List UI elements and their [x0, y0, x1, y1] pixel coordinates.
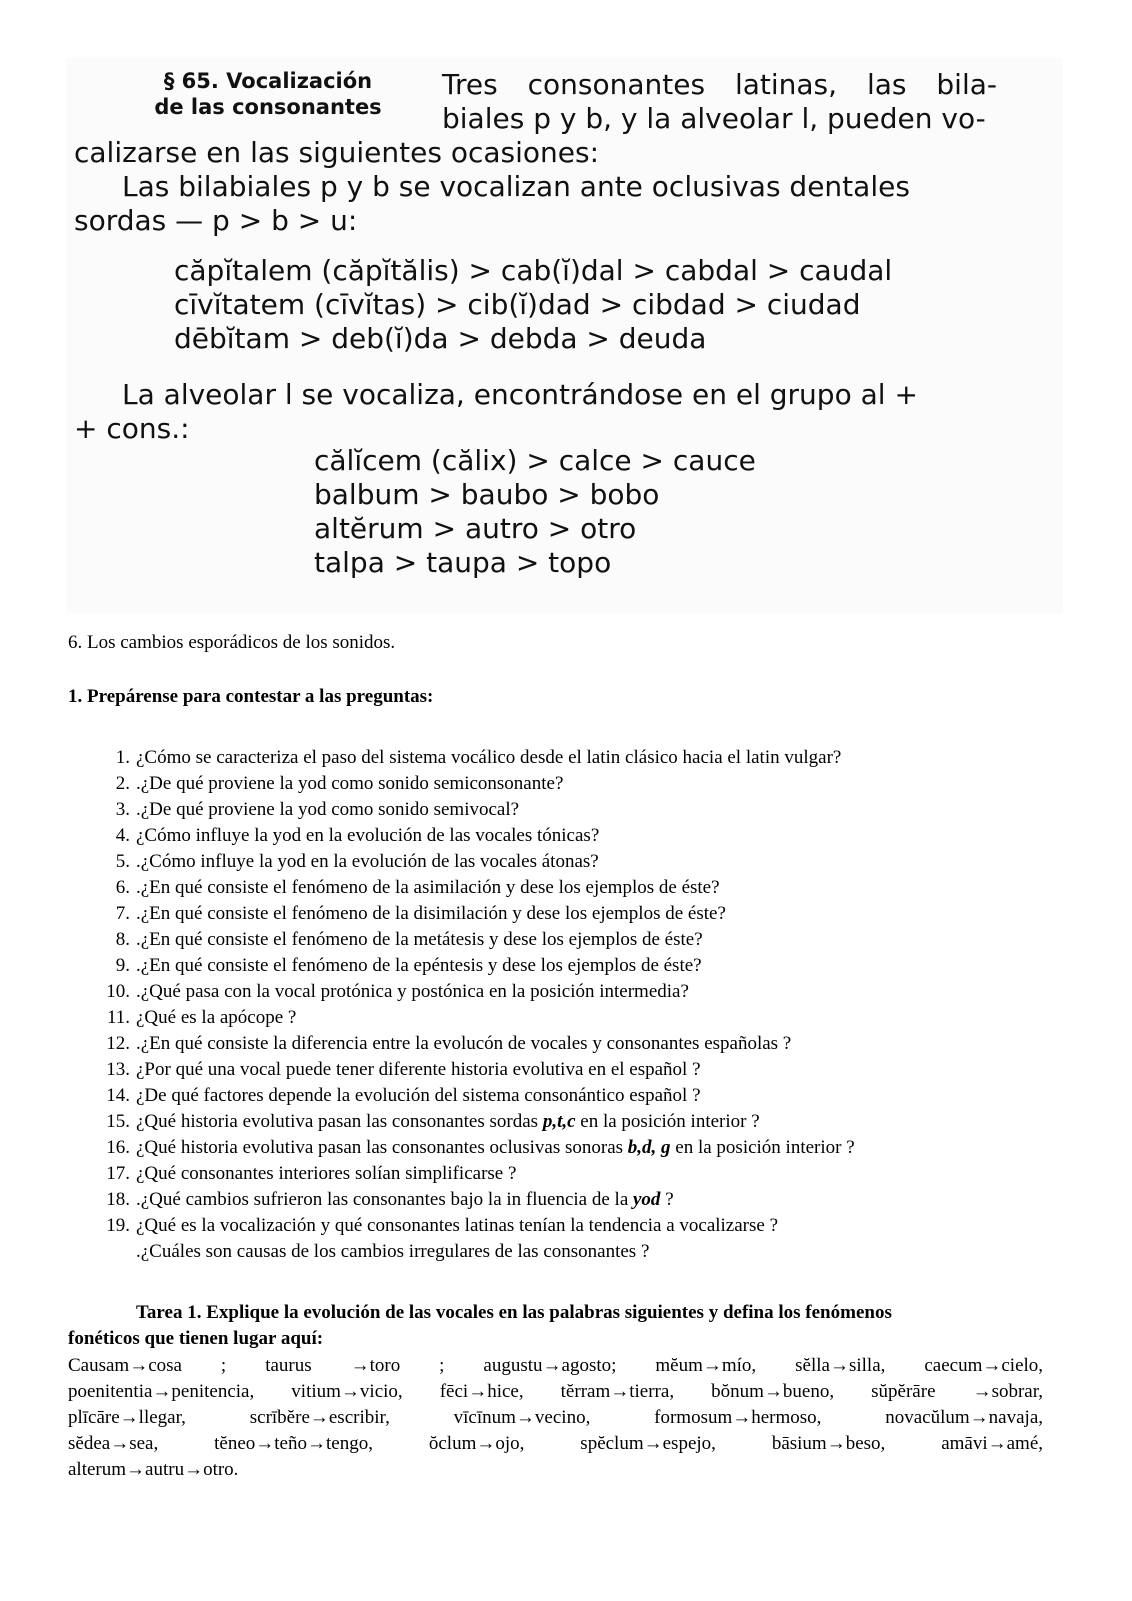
- example-word: augustu→agosto;: [483, 1355, 617, 1376]
- example-word: Causam→cosa ;: [68, 1355, 227, 1376]
- scanned-excerpt: [66, 58, 1063, 613]
- example-word: poenitentia→penitencia,: [68, 1381, 255, 1402]
- example-6: altĕrum > autro > otro: [314, 512, 637, 545]
- example-1: căpĭtalem (căpĭtălis) > cab(ĭ)dal > cabdal > caudal: [174, 254, 893, 287]
- example-word: sĕlla→silla,: [795, 1355, 886, 1376]
- example-word: amāvi→amé,: [941, 1433, 1044, 1454]
- section-title-line-1: § 65. Vocalización: [163, 69, 373, 93]
- section-6-heading: 6. Los cambios esporádicos de los sonidos.: [68, 632, 396, 653]
- example-word: caecum→cielo,: [924, 1355, 1044, 1376]
- example-word: vīcīnum→vecino,: [453, 1407, 591, 1428]
- example-word: →sobrar,: [972, 1381, 1044, 1402]
- example-word: novacŭlum→navaja,: [885, 1407, 1044, 1428]
- example-word: scrībĕre→escribir,: [249, 1407, 390, 1428]
- intro-line-3: calizarse en las siguientes ocasiones:: [74, 136, 599, 169]
- example-word: tĕrram→tierra,: [560, 1381, 675, 1402]
- example-row: [68, 1353, 1043, 1379]
- rule-2-line-2: + cons.:: [74, 412, 190, 445]
- task-heading-line-2: fonéticos que tienen lugar aquí:: [68, 1328, 324, 1349]
- section-title: [118, 68, 418, 120]
- example-word: vitium→vicio,: [291, 1381, 403, 1402]
- example-word: sĕdea→sea,: [68, 1433, 159, 1454]
- example-word: formosum→hermoso,: [654, 1407, 822, 1428]
- example-word: plīcāre→llegar,: [68, 1407, 186, 1428]
- example-5: balbum > baubo > bobo: [314, 478, 660, 511]
- rule-2-line-1: La alveolar l se vocaliza, encontrándose en el grupo al +: [122, 378, 918, 411]
- example-row: [68, 1457, 1043, 1483]
- example-word: taurus: [265, 1355, 312, 1376]
- example-word: alterum→autru→otro.: [68, 1459, 239, 1480]
- example-word: tĕneo→teño→tengo,: [214, 1433, 373, 1454]
- example-word: fēci→hice,: [439, 1381, 524, 1402]
- intro-line-2: biales p y b, y la alveolar l, pueden vo-: [442, 102, 986, 135]
- task-examples: [68, 1353, 1043, 1483]
- task-heading-line-1: Tarea 1. Explique la evolución de las vocales en las palabras siguientes y defina los fenómenos: [136, 1302, 892, 1323]
- example-word: ŏclum→ojo,: [428, 1433, 525, 1454]
- example-row: [68, 1405, 1043, 1431]
- prepare-heading: 1. Prepárense para contestar a las preguntas:: [68, 686, 434, 707]
- example-row: [68, 1431, 1043, 1457]
- rule-1-line-2: sordas — p > b > u:: [74, 204, 358, 237]
- example-word: spĕclum→espejo,: [580, 1433, 716, 1454]
- example-word: →toro ;: [350, 1355, 445, 1376]
- emphasis: yod: [633, 1189, 661, 1210]
- example-word: mĕum→mío,: [655, 1355, 757, 1376]
- example-word: bāsium→beso,: [771, 1433, 886, 1454]
- section-title-line-2: de las consonantes: [154, 95, 382, 119]
- example-word: sŭpĕrāre: [871, 1381, 936, 1402]
- example-2: cīvĭtatem (cīvĭtas) > cib(ĭ)dad > cibdad > ciudad: [174, 288, 861, 321]
- example-4: călĭcem (călix) > calce > cauce: [314, 444, 756, 477]
- example-row: [68, 1379, 1043, 1405]
- example-7: talpa > taupa > topo: [314, 546, 612, 579]
- example-word: bŏnum→bueno,: [711, 1381, 835, 1402]
- emphasis: p,t,c: [542, 1111, 576, 1132]
- example-3: dēbĭtam > deb(ĭ)da > debda > deuda: [174, 322, 707, 355]
- intro-line-1: Tres consonantes latinas, las bila-: [442, 68, 997, 101]
- emphasis: b,d, g: [627, 1137, 671, 1158]
- rule-1-line-1: Las bilabiales p y b se vocalizan ante oclusivas dentales: [122, 170, 910, 203]
